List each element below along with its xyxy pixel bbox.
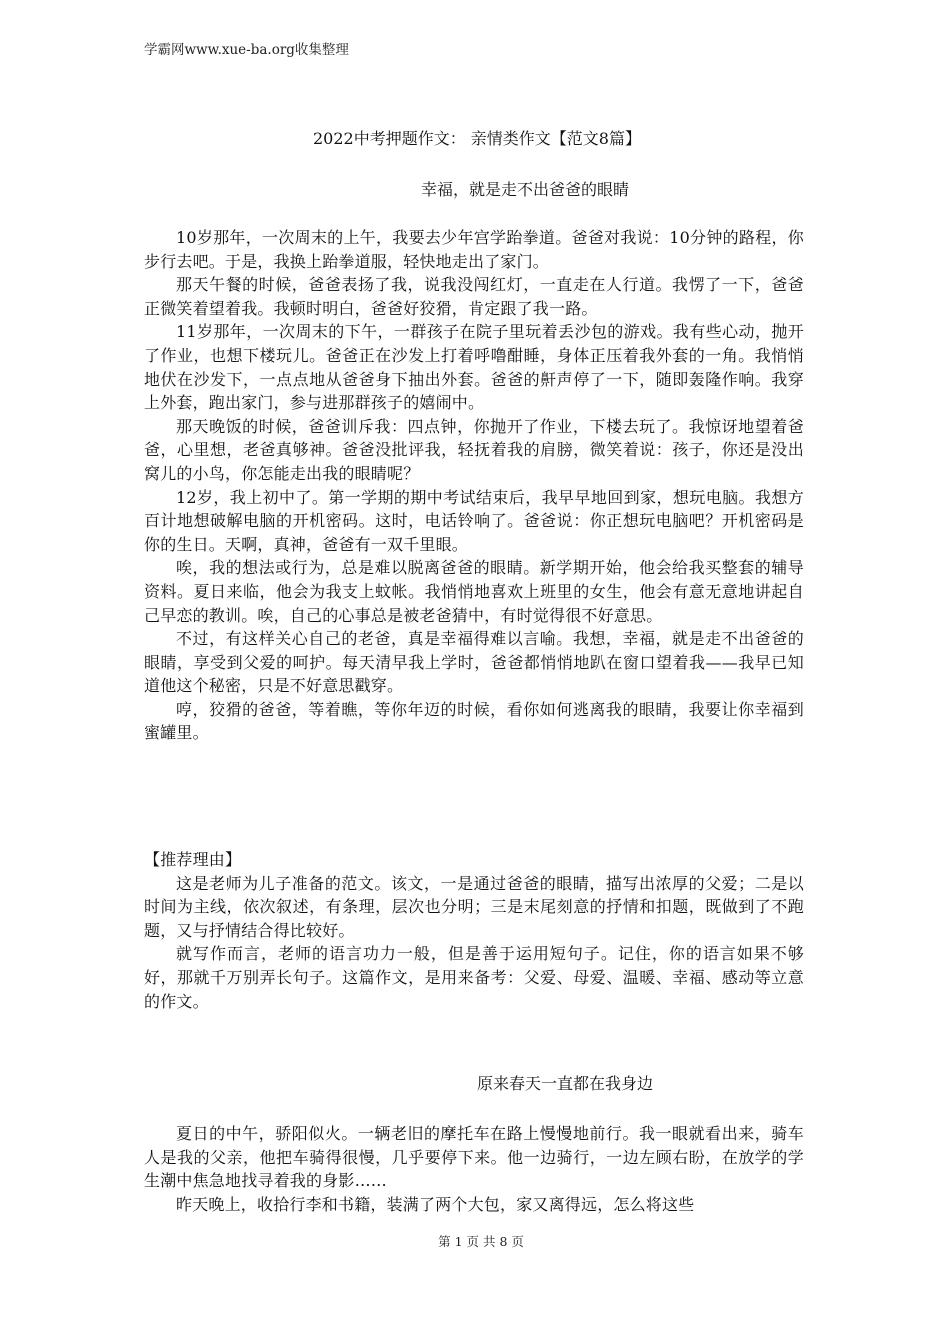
document-title: 2022中考押题作文： 亲情类作文【范文8篇】 <box>313 129 641 148</box>
essay1-paragraph: 那天晚饭的时候，爸爸训斥我：四点钟，你抛开了作业，下楼去玩了。我惊讶地望着爸爸，心里想，老爸真够神。爸爸没批评我，轻抚着我的肩膀，微笑着说：孩子，你还是没出窝儿的小鸟，你怎能走出我的眼睛呢？ <box>144 416 804 483</box>
essay2-title: 原来春天一直都在我身边 <box>476 1074 653 1093</box>
essay1-paragraph: 那天午餐的时候，爸爸表扬了我，说我没闯红灯，一直走在人行道。我愣了一下，爸爸正微笑着望着我。我顿时明白，爸爸好狡猾，肯定跟了我一路。 <box>144 275 804 318</box>
essay2-paragraph: 夏日的中午，骄阳似火。一辆老旧的摩托车在路上慢慢地前行。我一眼就看出来，骑车人是我的父亲，他把车骑得很慢，几乎要停下来。他一边骑行，一边左顾右盼，在放学的学生潮中焦急地找寻着我的身影…… <box>144 1124 804 1191</box>
recommendation-section <box>144 848 804 1013</box>
recommendation-paragraph: 这是老师为儿子准备的范文。该文，一是通过爸爸的眼睛，描写出浓厚的父爱；二是以时间为主线，依次叙述，有条理，层次也分明；三是末尾刻意的抒情和扣题，既做到了不跑题，又与抒情结合得比较好。 <box>144 873 804 940</box>
essay2-paragraph: 昨天晚上，收拾行李和书籍，装满了两个大包，家又离得远，怎么将这些 <box>176 1194 695 1214</box>
page-footer-number: 第 1 页 共 8 页 <box>438 1234 524 1249</box>
essay1-paragraph: 12岁，我上初中了。第一学期的期中考试结束后，我早早地回到家，想玩电脑。我想方百计地想破解电脑的开机密码。这时，电话铃响了。爸爸说：你正想玩电脑吧？开机密码是你的生日。天啊，真神，爸爸有一双千里眼。 <box>144 487 804 554</box>
essay1-body <box>144 226 804 745</box>
essay1-paragraph: 11岁那年，一次周末的下午，一群孩子在院子里玩着丢沙包的游戏。我有些心动，抛开了作业，也想下楼玩儿。爸爸正在沙发上打着呼噜酣睡，身体正压着我外套的一角。我悄悄地伏在沙发下，一点点地从爸爸身下抽出外套。爸爸的鼾声停了一下，随即轰隆作响。我穿上外套，跑出家门，参与进那群孩子的嬉闹中。 <box>144 322 804 413</box>
recommendation-paragraph: 就写作而言，老师的语言功力一般，但是善于运用短句子。记住，你的语言如果不够好，那就千万别弄长句子。这篇作文，是用来备考：父爱、母爱、温暖、幸福、感动等立意的作文。 <box>144 944 804 1011</box>
essay1-paragraph: 唉，我的想法或行为，总是难以脱离爸爸的眼睛。新学期开始，他会给我买整套的辅导资料。夏日来临，他会为我支上蚊帐。我悄悄地喜欢上班里的女生，他会有意无意地讲起自己早恋的教训。唉，自己的心事总是被老爸猜中，有时觉得很不好意思。 <box>144 558 804 625</box>
essay1-paragraph: 哼，狡猾的爸爸，等着瞧，等你年迈的时候，看你如何逃离我的眼睛，我要让你幸福到蜜罐里。 <box>144 699 804 743</box>
essay1-title: 幸福，就是走不出爸爸的眼睛 <box>420 180 629 199</box>
essay2-body <box>144 1122 804 1216</box>
recommendation-label: 【推荐理由】 <box>144 850 242 869</box>
page-header-source: 学霸网www.xue-ba.org收集整理 <box>144 42 349 58</box>
essay1-paragraph: 10岁那年，一次周末的上午，我要去少年宫学跆拳道。爸爸对我说：10分钟的路程，你步行去吧。于是，我换上跆拳道服，轻快地走出了家门。 <box>144 228 804 271</box>
essay1-paragraph: 不过，有这样关心自己的老爸，真是幸福得难以言喻。我想，幸福，就是走不出爸爸的眼睛，享受到父爱的呵护。每天清早我上学时，爸爸都悄悄地趴在窗口望着我——我早已知道他这个秘密，只是不好意思戳穿。 <box>144 629 804 696</box>
